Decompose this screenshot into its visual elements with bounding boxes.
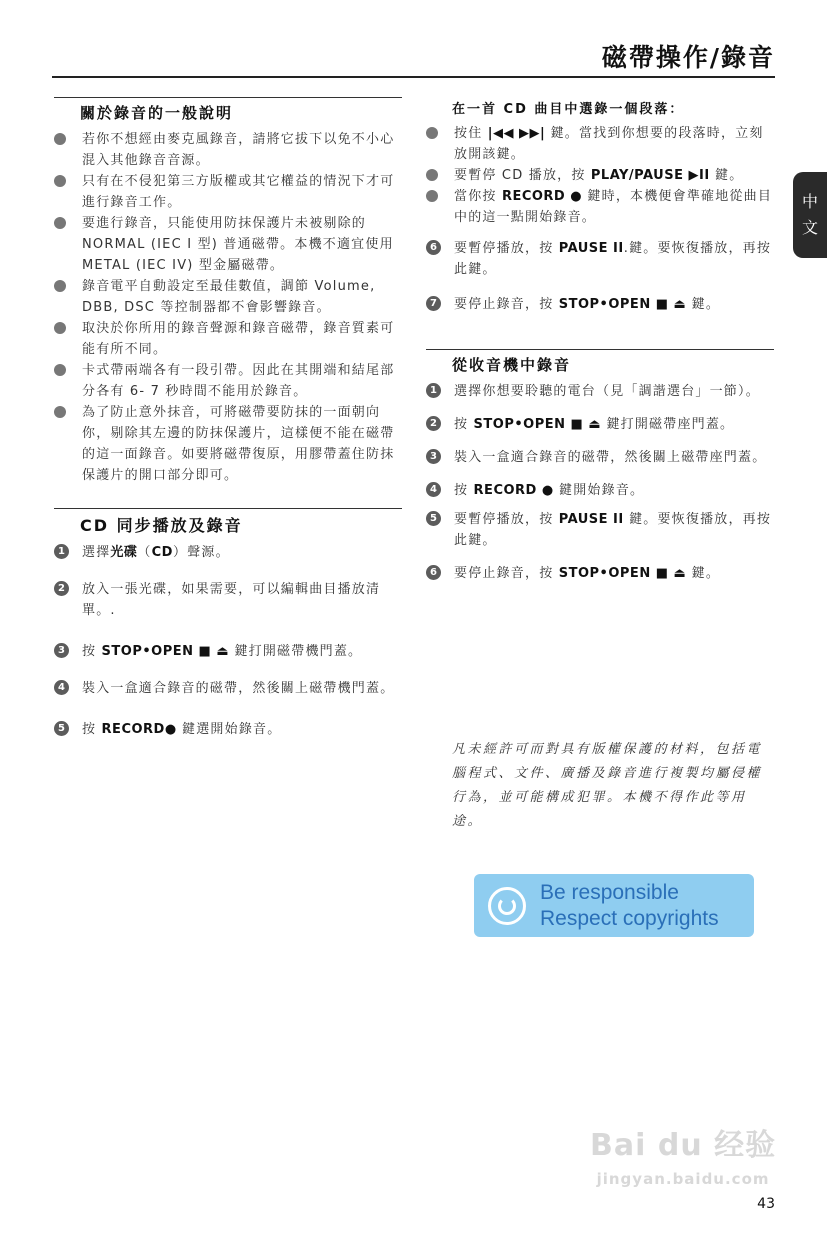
badge-line: Be responsible [540,880,679,904]
step-number-icon: 4 [426,482,441,497]
header-divider [52,76,775,78]
step-text: 鍵選開始錄音。 [176,722,282,737]
list-item [426,186,774,228]
list-item-text: 只有在不侵犯第三方版權或其它權益的情況下才可進行錄音工作。 [82,174,395,210]
step-item [426,294,774,315]
step-text: 放入一張光碟，如果需要，可以編輯曲目播放清單。. [82,582,381,618]
list-item-text: 卡式帶兩端各有一段引帶。因此在其開端和結尾部分各有 6- 7 秒時間不能用於錄音。 [82,363,395,399]
step-text: 鍵。 [686,297,721,312]
step-key: PLAY/PAUSE ▶II [590,168,710,183]
step-text: 裝入一盒適合錄音的磁帶，然後關上磁帶座門蓋。 [454,450,767,465]
radio-recording-section [426,349,774,584]
step-item [54,542,402,563]
step-text: 要暫停播放，按 [454,512,559,527]
step-number-icon: 2 [54,581,69,596]
list-item [54,213,402,276]
step-key: RECORD ● [501,189,583,204]
badge-line: Respect copyrights [540,906,719,930]
step-key: STOP•OPEN ■ ⏏ [473,417,602,432]
list-item [54,171,402,213]
section-title-select: 在一首 CD 曲目中選錄一個段落： [452,102,685,117]
cd-sync-section [54,508,402,740]
language-tab-char: 文 [801,218,818,237]
step-text: 按 [454,483,474,498]
step-number-icon: 6 [426,565,441,580]
step-item [54,678,402,699]
step-key: RECORD ● [473,483,554,498]
section-title-cd-sync: CD 同步播放及錄音 [54,508,402,536]
list-item [426,123,774,165]
step-key: RECORD● [101,722,177,737]
step-key: STOP•OPEN ■ ⏏ [101,644,230,659]
step-text: 鍵打開磁帶機門蓋。 [229,644,363,659]
step-key: CD [151,545,173,560]
list-item-text: 鍵時，本機便會準確地從曲目中的這一點開始錄音。 [454,189,773,225]
step-text: 按 [82,644,102,659]
step-number-icon: 3 [426,449,441,464]
step-key: |◀◀ ▶▶| [487,126,546,141]
step-number-icon: 5 [54,721,69,736]
list-item-text: 鍵。 [709,168,744,183]
list-item-text: 要暫停 CD 播放，按 [454,168,591,183]
step-item [426,480,774,501]
step-text: 要暫停播放，按 [454,241,559,256]
left-column [54,97,402,486]
step-number-icon: 6 [426,240,441,255]
step-number-icon: 1 [54,544,69,559]
step-number-icon: 2 [426,416,441,431]
step-text: 選擇 [82,545,111,560]
language-tab [793,172,827,258]
step-number-icon: 3 [54,643,69,658]
step-item [426,414,774,435]
step-text: 要停止錄音，按 [454,566,559,581]
step-number-icon: 4 [54,680,69,695]
list-item-text: 按住 [454,126,488,141]
step-item [54,579,402,621]
step-text: 按 [454,417,474,432]
watermark-url: jingyan.baidu.com [596,1170,770,1188]
step-number-icon: 1 [426,383,441,398]
step-number-icon: 5 [426,511,441,526]
step-item [54,719,402,740]
section-title-general: 關於錄音的一般說明 [54,97,402,123]
step-item [426,238,774,280]
step-text: 鍵開始錄音。 [553,483,645,498]
step-text: .鍵。要恢復播放，再按此鍵。 [454,241,772,277]
step-key: STOP•OPEN ■ ⏏ [558,297,687,312]
bullet-icon [54,364,66,376]
bullet-icon [426,190,438,202]
page-number: 43 [757,1196,775,1212]
step-item [426,509,774,551]
section-title-radio: 從收音機中錄音 [426,349,774,375]
step-text: 鍵。 [686,566,721,581]
list-item [54,402,402,486]
bullet-icon [54,133,66,145]
step-text: （ [137,545,152,560]
step-text: 按 [82,722,102,737]
list-item-text: 當你按 [454,189,502,204]
step-number-icon: 7 [426,296,441,311]
step-item [54,641,402,662]
list-item [54,318,402,360]
step-text: 鍵打開磁帶座門蓋。 [601,417,735,432]
bullet-icon [426,169,438,181]
step-text: 選擇你想要聆聽的電台（見「調諧選台」一節）。 [454,384,760,399]
step-item [426,381,774,402]
step-item [426,563,774,584]
step-key: 光碟 [110,545,138,560]
copyright-badge [474,874,754,937]
bullet-icon [54,217,66,229]
list-item-text: 要進行錄音，只能使用防抹保護片未被剔除的 NORMAL (IEC I 型) 普通磁帶。本機不適宜使用 METAL (IEC IV) 型金屬磁帶。 [82,216,394,273]
list-item [54,129,402,171]
bullet-icon [54,406,66,418]
watermark [590,1120,776,1188]
step-key: STOP•OPEN ■ ⏏ [558,566,687,581]
bullet-icon [426,127,438,139]
bullet-icon [54,280,66,292]
copyright-notice: 凡未經許可而對具有版權保護的材料，包括電腦程式、文件、廣播及錄音進行複製均屬侵權行為，並可能構成犯罪。本機不得作此等用途。 [452,742,763,829]
list-item-text: 鍵。當找到你想要的段落時，立刻放開該鍵。 [454,126,764,162]
step-item [426,447,774,468]
list-item-text: 錄音電平自動設定至最佳數值，調節 Volume, DBB, DSC 等控制器都不會影響錄音。 [82,279,376,315]
page-title: 磁帶操作/錄音 [601,43,775,72]
step-key: PAUSE II [558,241,624,256]
list-item-text: 取決於你所用的錄音聲源和錄音磁帶，錄音質素可能有所不同。 [82,321,395,357]
step-text: 鍵。要恢復播放，再按此鍵。 [454,512,772,548]
list-item [54,360,402,402]
list-item-text: 為了防止意外抹音，可將磁帶要防抹的一面朝向你，剔除其左邊的防抹保護片，這樣便不能在磁帶的這一面錄音。如要將磁帶復原，用膠帶蓋住防抹保護片的開口部分即可。 [82,405,395,483]
select-segment-section [426,94,774,315]
list-item [426,165,774,186]
bullet-icon [54,175,66,187]
step-text: 裝入一盒適合錄音的磁帶，然後關上磁帶機門蓋。 [82,681,395,696]
bullet-icon [54,322,66,334]
list-item [54,276,402,318]
respect-icon [488,887,526,925]
list-item-text: 若你不想經由麥克風錄音，請將它拔下以免不小心混入其他錄音音源。 [82,132,395,168]
step-key: PAUSE II [558,512,624,527]
language-tab-char: 中 [801,192,818,211]
step-text: ）聲源。 [172,545,230,560]
step-text: 要停止錄音，按 [454,297,559,312]
watermark-logo: Bai du 经验 [590,1128,777,1163]
